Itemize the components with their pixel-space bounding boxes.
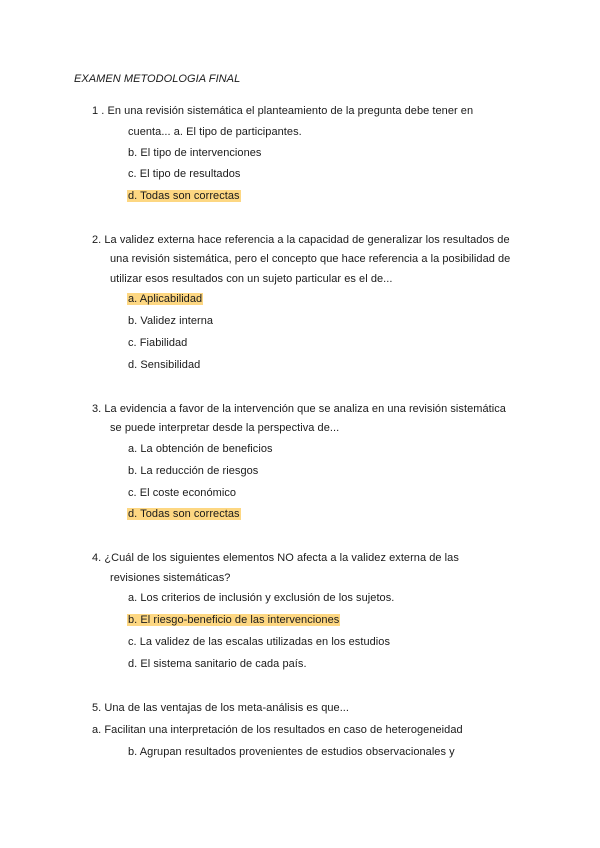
question-3-option-b: b. La reducción de riesgos — [128, 465, 259, 477]
question-2-option-a — [127, 292, 203, 306]
question-4-option-d: d. El sistema sanitario de cada país. — [128, 658, 307, 670]
question-4-option-b — [127, 613, 340, 627]
question-3-option-c: c. El coste económico — [128, 487, 237, 499]
question-1-option-d — [127, 189, 241, 203]
question-1-option-b: b. El tipo de intervenciones — [128, 147, 262, 159]
question-5-option-b: b. Agrupan resultados provenientes de estudios observacionales y — [128, 746, 455, 758]
question-3-text-cont: se puede interpretar desde la perspectiva de... — [110, 422, 340, 434]
question-2-option-d: d. Sensibilidad — [128, 359, 201, 371]
question-2-option-c: c. Fiabilidad — [128, 337, 188, 349]
answer-highlight: d. Todas son correctas — [128, 190, 240, 202]
question-5-option-a: a. Facilitan una interpretación de los resultados en caso de heterogeneidad — [92, 724, 463, 736]
question-4-option-c: c. La validez de las escalas utilizadas en los estudios — [128, 636, 391, 648]
question-4-text: 4. ¿Cuál de los siguientes elementos NO afecta a la validez externa de las — [92, 552, 459, 564]
document-title: EXAMEN METODOLOGIA FINAL — [74, 73, 241, 85]
question-3-option-a: a. La obtención de beneficios — [128, 443, 273, 455]
question-4-option-a: a. Los criterios de inclusión y exclusión de los sujetos. — [128, 592, 395, 604]
answer-highlight: d. Todas son correctas — [128, 508, 240, 520]
question-5-text: 5. Una de las ventajas de los meta-análisis es que... — [92, 702, 350, 714]
answer-highlight: b. El riesgo-beneficio de las intervenciones — [128, 614, 340, 626]
question-2-option-b: b. Validez interna — [128, 315, 214, 327]
question-2-text-cont-2: utilizar esos resultados con un sujeto particular es el de... — [110, 273, 393, 285]
question-4-text-cont: revisiones sistemáticas? — [110, 572, 231, 584]
question-1-text: 1 . En una revisión sistemática el planteamiento de la pregunta debe tener en — [92, 105, 474, 117]
question-2-text: 2. La validez externa hace referencia a la capacidad de generalizar los resultados de — [92, 234, 510, 246]
answer-highlight: a. Aplicabilidad — [128, 293, 203, 305]
question-1-option-c: c. El tipo de resultados — [128, 168, 241, 180]
question-3-text: 3. La evidencia a favor de la intervención que se analiza en una revisión sistemática — [92, 403, 506, 415]
question-1-text-cont: cuenta... a. El tipo de participantes. — [128, 126, 302, 138]
question-3-option-d — [127, 507, 241, 521]
question-2-text-cont: una revisión sistemática, pero el concepto que hace referencia a la posibilidad de — [110, 253, 511, 265]
